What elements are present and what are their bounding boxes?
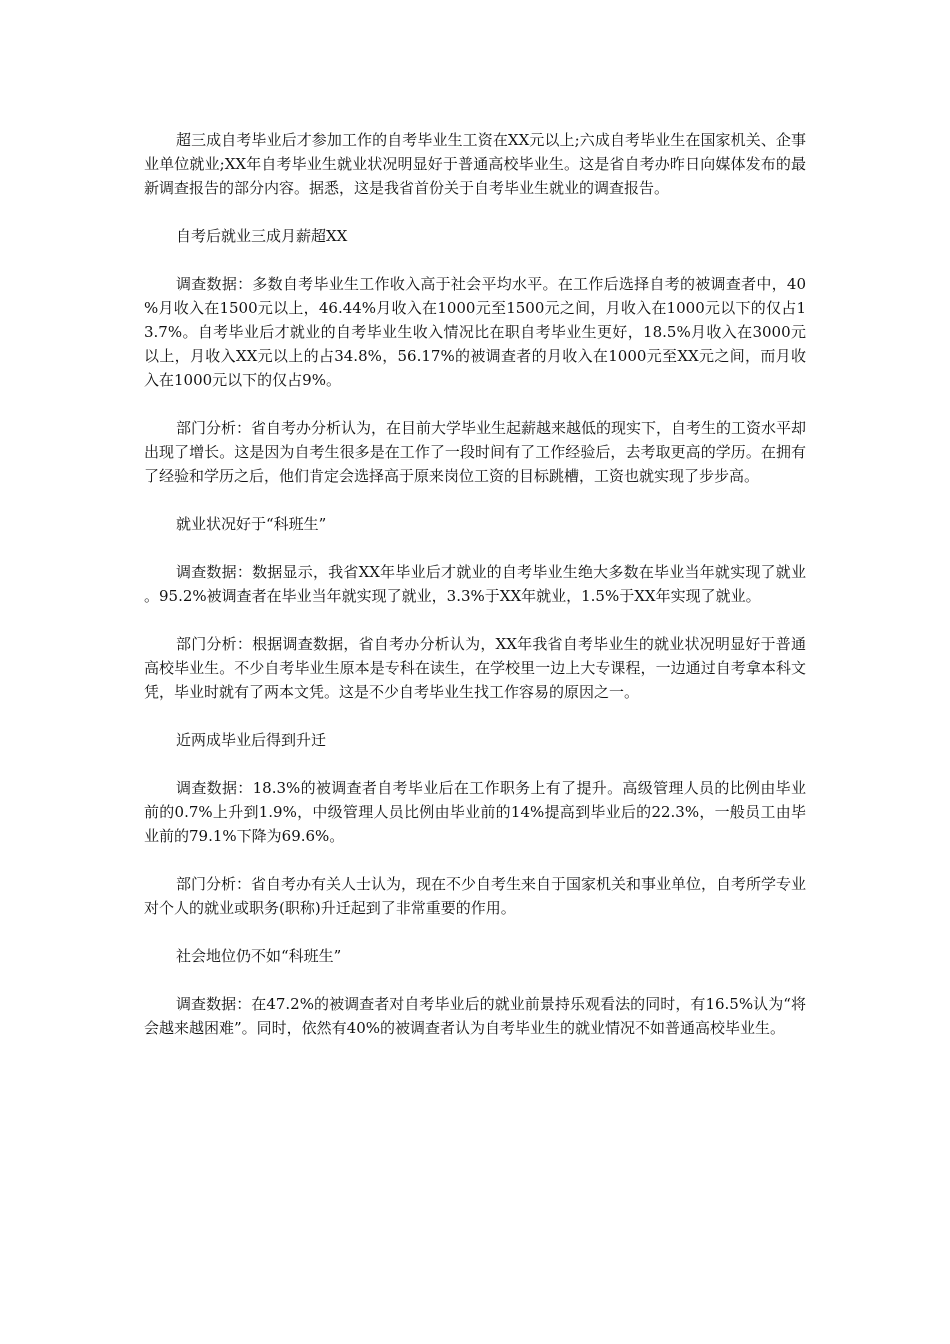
- employment-analysis-paragraph: 部门分析：根据调查数据，省自考办分析认为，XX年我省自考毕业生的就业状况明显好于普通高校毕业生。不少自考毕业生原本是专科在读生，在学校里一边上大专课程，一边通过自考拿本科文凭，毕业时就有了两本文凭。这是不少自考毕业生找工作容易的原因之一。: [144, 635, 806, 701]
- promotion-analysis-paragraph: 部门分析：省自考办有关人士认为，现在不少自考生来自于国家机关和事业单位，自考所学专业对个人的就业或职务(职称)升迁起到了非常重要的作用。: [144, 875, 807, 917]
- salary-survey-paragraph: 调查数据：多数自考毕业生工作收入高于社会平均水平。在工作后选择自考的被调查者中，40%月收入在1500元以上，46.44%月收入在1000元至1500元之间，月收入在1000元以下的仅占13.7%。自考毕业后才就业的自考毕业生收入情况比在职自考毕业生更好，18.5%月收入在3000元以上，月收入XX元以上的占34.8%，56.17%的被调查者的月收入在1000元至XX元之间，而月收入在1000元以下的仅占9%。: [144, 275, 806, 389]
- document-body: [144, 128, 806, 1064]
- status-survey-paragraph: 调查数据：在47.2%的被调查者对自考毕业后的就业前景持乐观看法的同时，有16.5%认为“将会越来越困难”。同时，依然有40%的被调查者认为自考毕业生的就业情况不如普通高校毕业生。: [144, 995, 806, 1037]
- employment-survey-paragraph: 调查数据：数据显示，我省XX年毕业后才就业的自考毕业生绝大多数在毕业当年就实现了就业。95.2%被调查者在毕业当年就实现了就业，3.3%于XX年就业，1.5%于XX年实现了就业。: [144, 563, 806, 605]
- intro-paragraph: 超三成自考毕业后才参加工作的自考毕业生工资在XX元以上;六成自考毕业生在国家机关、企事业单位就业;XX年自考毕业生就业状况明显好于普通高校毕业生。这是省自考办昨日向媒体发布的最新调查报告的部分内容。据悉，这是我省首份关于自考毕业生就业的调查报告。: [144, 131, 806, 197]
- salary-analysis-paragraph: 部门分析：省自考办分析认为，在目前大学毕业生起薪越来越低的现实下，自考生的工资水平却出现了增长。这是因为自考生很多是在工作了一段时间有了工作经验后，去考取更高的学历。在拥有了经验和学历之后，他们肯定会选择高于原来岗位工资的目标跳槽，工资也就实现了步步高。: [144, 419, 807, 485]
- promotion-survey-paragraph: 调查数据：18.3%的被调查者自考毕业后在工作职务上有了提升。高级管理人员的比例由毕业前的0.7%上升到1.9%，中级管理人员比例由毕业前的14%提高到毕业后的22.3%，一般员工由毕业前的79.1%下降为69.6%。: [144, 779, 806, 845]
- section-heading-employment: 就业状况好于“科班生”: [176, 515, 327, 533]
- section-heading-promotion: 近两成毕业后得到升迁: [176, 731, 327, 749]
- section-heading-status: 社会地位仍不如“科班生”: [176, 947, 342, 965]
- section-heading-salary: 自考后就业三成月薪超XX: [176, 227, 348, 245]
